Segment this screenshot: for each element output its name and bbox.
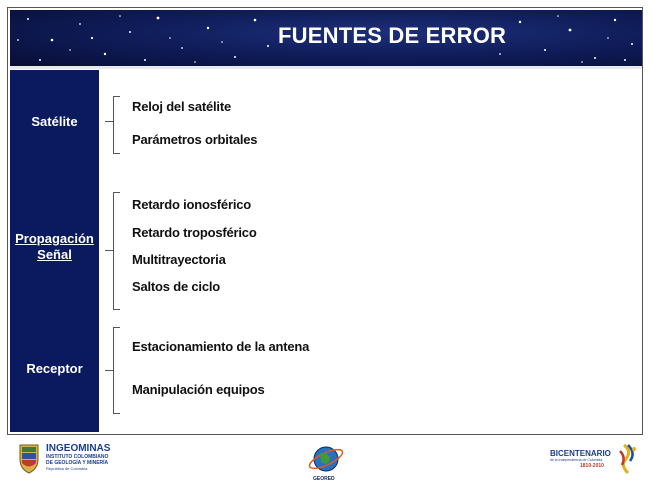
bracket-propagacion bbox=[113, 192, 120, 310]
item-reloj-satelite: Reloj del satélite bbox=[132, 99, 231, 114]
category-satelite: Satélite bbox=[31, 114, 78, 129]
item-retardo-troposferico: Retardo troposférico bbox=[132, 225, 257, 240]
slide-frame bbox=[7, 7, 643, 435]
bracket-tick-propagacion bbox=[105, 250, 113, 251]
category-propagacion-line2[interactable]: Señal bbox=[37, 247, 72, 262]
page-title: FUENTES DE ERROR bbox=[278, 23, 507, 48]
item-saltos-ciclo: Saltos de ciclo bbox=[132, 279, 221, 294]
header-divider bbox=[10, 66, 642, 69]
item-manipulacion-equipos: Manipulación equipos bbox=[132, 382, 265, 397]
ingeominas-sub1: INSTITUTO COLOMBIANO bbox=[46, 454, 109, 460]
category-receptor: Receptor bbox=[26, 361, 83, 376]
bicentenario-years: 1810-2010 bbox=[580, 463, 604, 469]
item-multitrayectoria: Multitrayectoria bbox=[132, 252, 226, 267]
bracket-tick-satelite bbox=[105, 121, 113, 122]
bicentenario-sub: de la Independencia de Colombia bbox=[550, 458, 603, 462]
geored-label: GEORED bbox=[313, 476, 335, 482]
bracket-receptor bbox=[113, 327, 120, 414]
category-propagacion-line1[interactable]: Propagación bbox=[15, 231, 94, 246]
ingeominas-name: INGEOMINAS bbox=[46, 443, 111, 454]
item-parametros-orbitales: Parámetros orbitales bbox=[132, 132, 258, 147]
ingeominas-sub3: República de Colombia bbox=[46, 466, 88, 471]
bracket-tick-receptor bbox=[105, 370, 113, 371]
item-retardo-ionosferico: Retardo ionosférico bbox=[132, 197, 251, 212]
item-estacionamiento-antena: Estacionamiento de la antena bbox=[132, 339, 310, 354]
bicentenario-emblem-icon bbox=[612, 441, 642, 477]
ingeominas-sub2: DE GEOLOGÍA Y MINERÍA bbox=[46, 460, 109, 466]
bicentenario-name: BICENTENARIO bbox=[550, 449, 611, 458]
bracket-satelite bbox=[113, 96, 120, 154]
geored-logo bbox=[306, 442, 346, 489]
header-banner bbox=[10, 10, 642, 67]
